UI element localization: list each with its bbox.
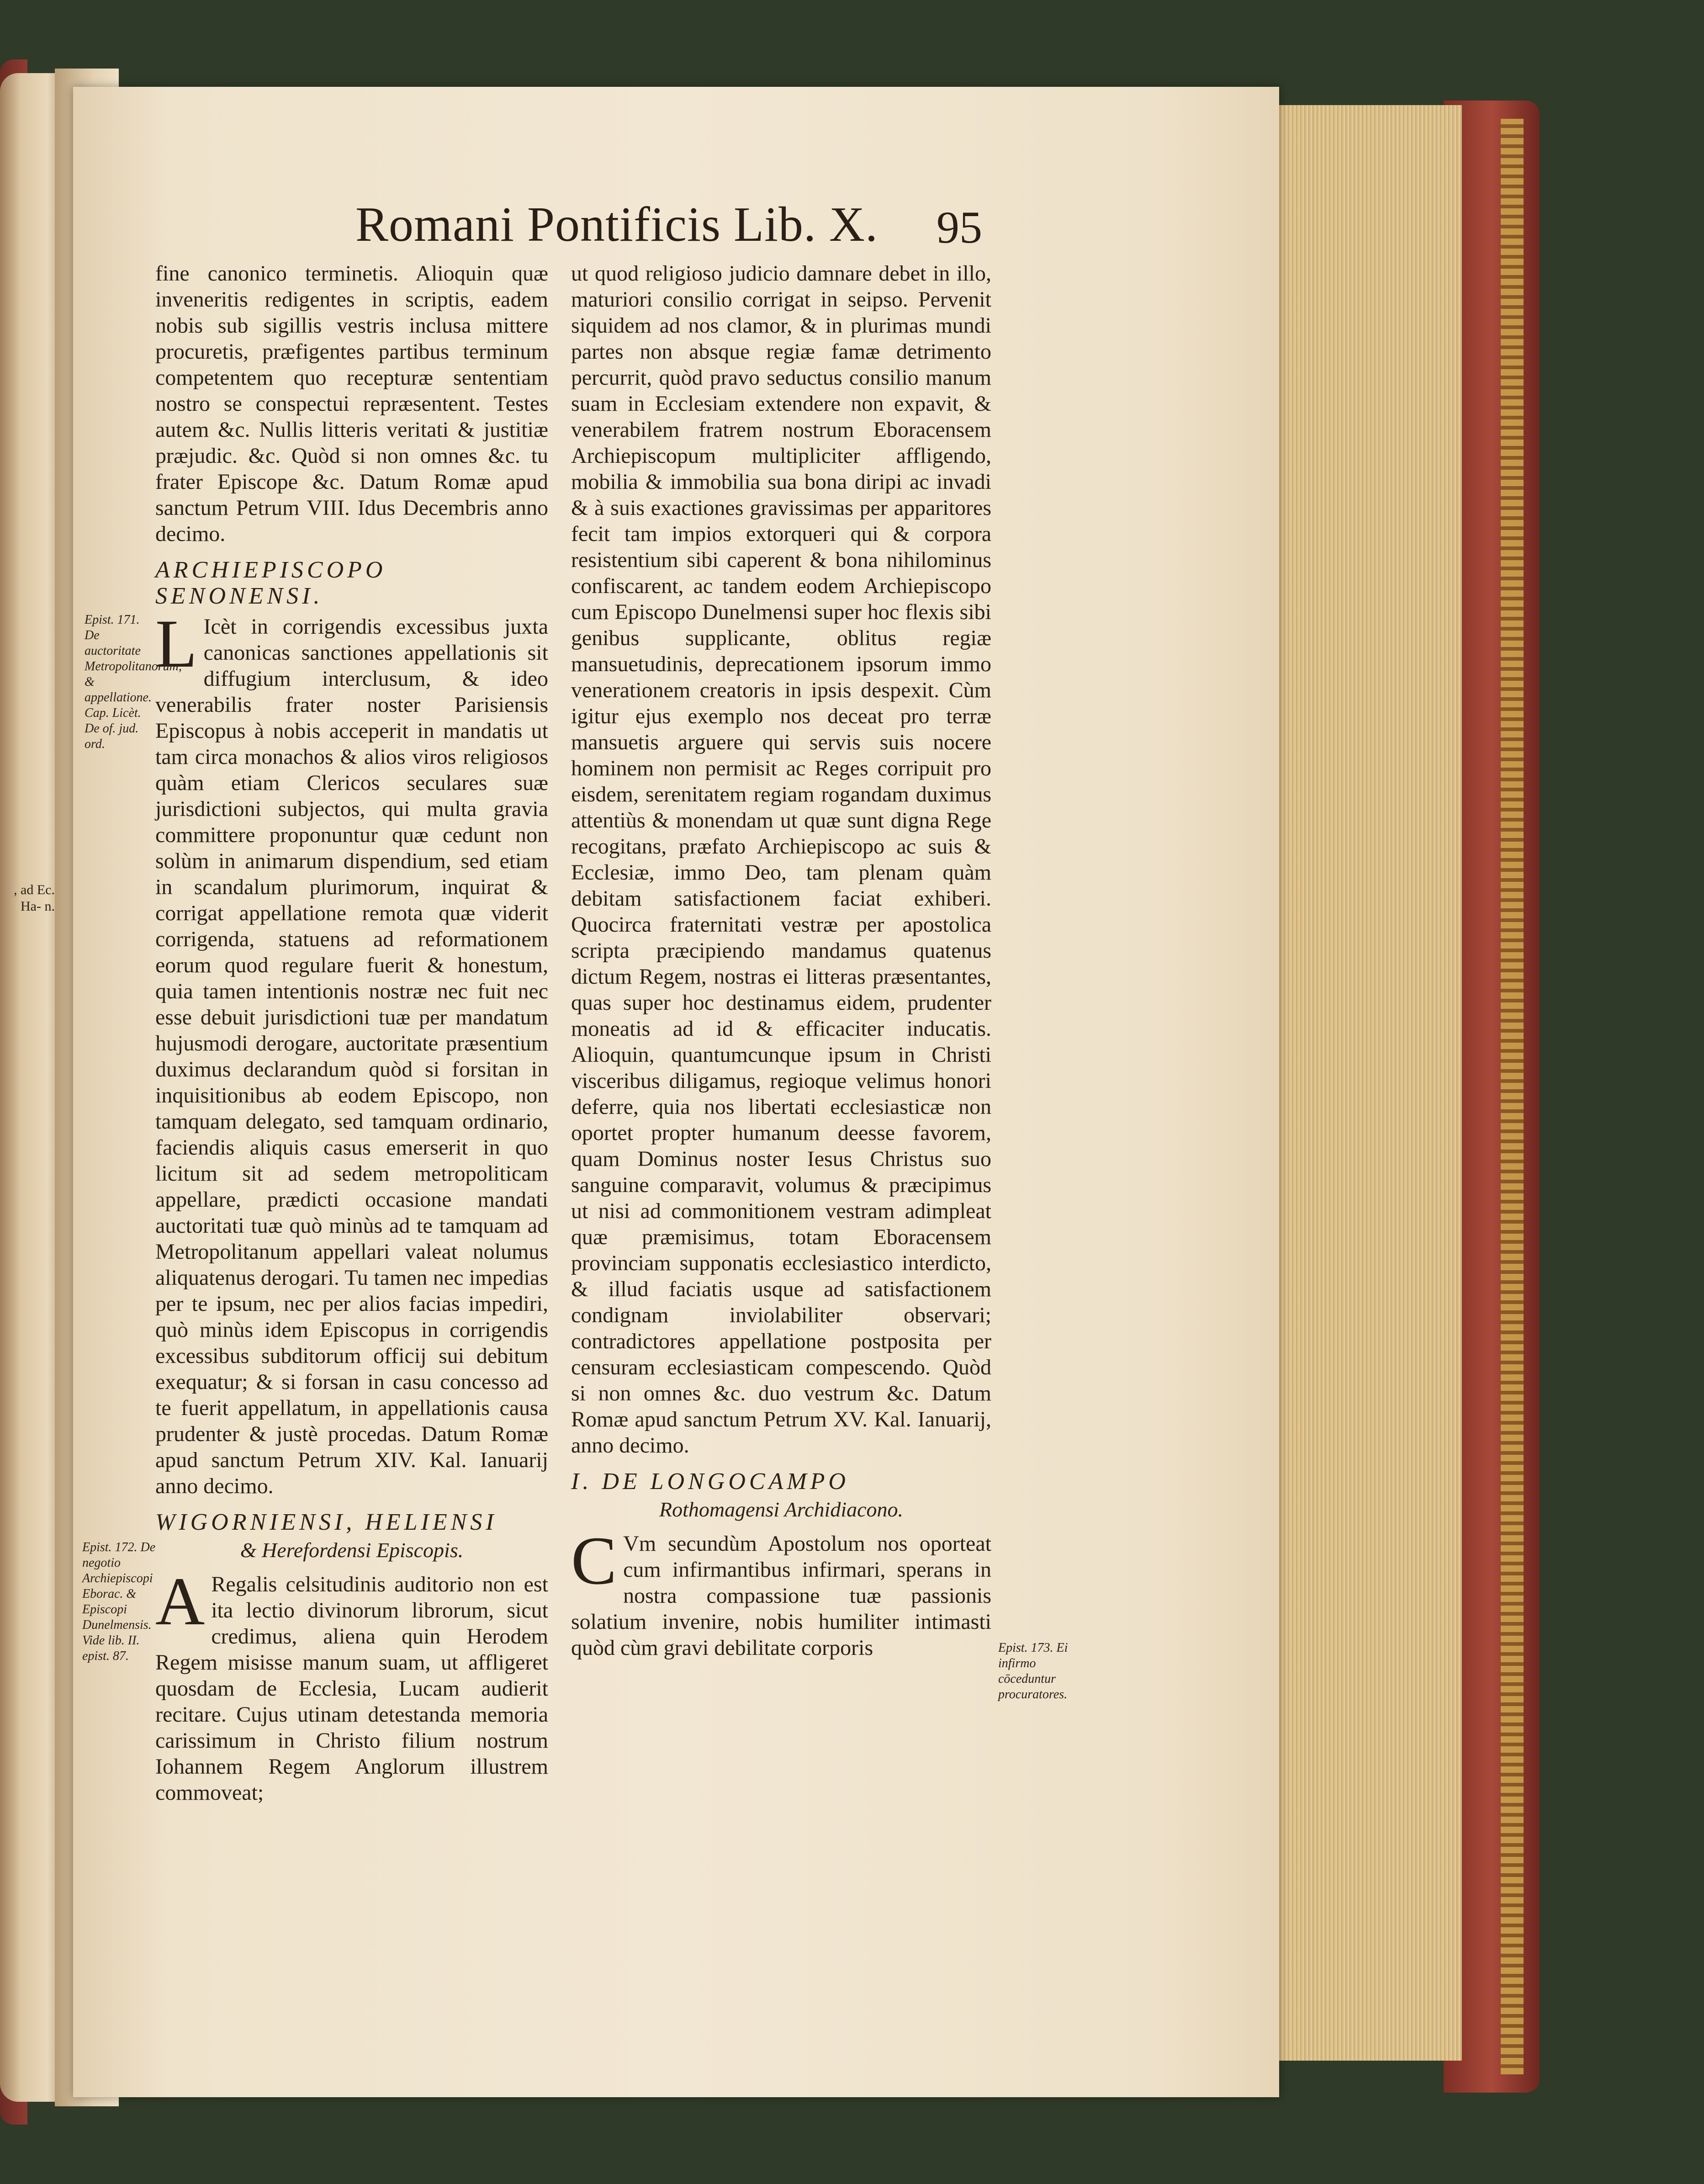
letter-heading: ARCHIEPISCOPO SENONENSI. xyxy=(155,557,386,609)
drop-cap: C xyxy=(571,1523,617,1599)
paragraph-text: Regalis celsitudinis auditorio non est ita lectio divinorum librorum, sicut credimus, aliena quin Herodem Regem misisse manum suam, ut affligeret quosdam de Ecclesia, Lucam audierit recitare. Cujus utinam detestanda memoria carissimum in Christo filium nostrum Iohannem Regem Anglorum illustrem commoveat; xyxy=(155,1572,548,1805)
margin-note-epist-171: Epist. 171. De auctoritate Metropolitanorum, & appellatione. Cap. Licèt. De of. jud. ord. xyxy=(85,613,182,751)
letter-subheading: Rothomagensi Archidiacono. xyxy=(659,1498,904,1521)
paragraph: ut quod religioso judicio damnare debet in illo, maturiori consilio corrigat in seipso. Pervenit siquidem ad nos clamor, & in plurimas mundi partes non absque regiæ famæ detrimento percurrit, quòd pravo seductus consilio manum suam in Ecclesiam extendere non expavit, & venerabilem fratrem nostrum Eboracensem Archiepiscopum multipliciter affligendo, mobilia & immobilia sua bona diripi ac invadi & à suis exactiones gravissimas per apparitores fecit tam impios extorqueri qui & corpora resistentium sibi caperent & bona nihilominus confiscarent, ac tandem eodem Archiepiscopo cum Episcopo Dunelmensi super hoc flexis sibi genibus supplicante, oblitus regiæ mansuetudinis, deprecationem ipsorum immo venerationem creatoris in ipsis despexit. Cùm igitur ejus exemplo nos deceat pro terræ mansuetis arguere qui servis suis nocere hominem non permisit ac Reges corripuit pro eisdem, serenitatem regiam rogandam duximus attentiùs & monendam ut quæ sunt digna Rege recogitans, præfato Archiepiscopo ac suis & Ecclesiæ, immo Deo, tam plenam quàm debitam satisfactionem faciat exhiberi. Quocirca fraternitati vestræ per apostolica scripta præcipiendo mandamus quatenus dictum Regem, nostras ei litteras præsentantes, quas super hoc destinamus eidem, prudenter moneatis ad id & efficaciter inducatis. Alioquin, quantumcunque ipsum in Christi visceribus diligamus, regioque velimus honori deferre, quia nos libertati ecclesiasticæ non oportet propter humanum deesse favorem, quam Dominus noster Iesus Christus suo sanguine comparavit, volumus & præcipimus ut nisi ad commonitionem vestram adimpleat quæ præmisimus, totam Eboracensem provinciam supponatis ecclesiastico interdicto, & illud faciatis usque ad satisfactionem condignam inviolabiliter observari; contradictores appellatione postposita per censuram ecclesiasticam compescendo. Quòd si non omnes &c. duo vestrum &c. Datum Romæ apud sanctum Petrum XV. Kal. Ianuarij, anno decimo. xyxy=(571,261,991,1458)
page-edges xyxy=(1261,105,1462,2061)
margin-note-epist-172: Epist. 172. De negotio Archiepiscopi Eborac. & Episcopi Dunelmensis. Vide lib. II. epist. 87. xyxy=(82,1540,156,1663)
paragraph: fine canonico terminetis. Alioquin quæ inveneritis redigentes in scriptis, eadem nobis sub sigillis vestris inclusa mittere procuretis, præfigentes partibus terminum competentem quo recepturæ sententiam nostro se conspectui repræsentent. Testes autem &c. Nullis litteris veritati & justitiæ præjudic. &c. Quòd si non omnes &c. tu frater Episcope &c. Datum Romæ apud sanctum Petrum VIII. Idus Decembris anno decimo. xyxy=(155,261,548,546)
previous-page-edge xyxy=(0,73,59,2102)
paragraph-text: Icèt in corrigendis excessibus juxta canonicas sanctiones appellationis sit diffugium interclusum, & ideo venerabilis frater noster Parisiensis Episcopus à nobis acceperit in mandatis ut tam circa monachos & alios viros religiosos quàm etiam Clericos seculares suæ jurisdictioni subjectos, qui multa gravia committere proponuntur quæ cedunt non solùm in animarum dispendium, sed etiam in scandalum plurimorum, inquirat & corrigat appellatione remota quæ viderit corrigenda, statuens ad reformationem eorum quod regulare fuerit & honestum, quia tamen intentionis nostræ nec fuit nec esse debuit jurisdictioni tuæ per mandatum hujusmodi derogare, auctoritate præsentium duximus declarandum quòd si forsitan in inquisitionibus ab eodem Episcopo, non tamquam delegato, sed tamquam ordinario, faciendis aliquis casus emerserit in quo licitum sit ad sedem metropoliticam appellare, prædicti occasione mandati auctoritati tuæ quò minùs ad te tamquam ad Metropolitanum appellari valeat nolumus aliquatenus derogari. Tu tamen nec impedias per te ipsum, nec per alios facias impediri, quò minùs idem Episcopus in corrigendis excessibus subditorum officij sui debitum exequatur; & si forsan in casu concesso ad te fuerit appellatum, in appellationis causa prudenter & justè procedas. Datum Romæ apud sanctum Petrum XIV. Kal. Ianuarij anno decimo. xyxy=(155,615,548,1498)
paragraph xyxy=(571,1523,991,1661)
margin-note-epist-173: Epist. 173. Ei infirmo cōceduntur procuratores. xyxy=(998,1641,1068,1702)
letter-heading: WIGORNIENSI, HELIENSI xyxy=(155,1509,497,1535)
letter-subheading: & Herefordensi Episcopis. xyxy=(240,1538,464,1562)
right-column xyxy=(571,260,991,1661)
paragraph-text: Vm secundùm Apostolum nos oporteat cum infirmantibus infirmari, sperans in nostra compassione tuæ passionis solatium invenire, nobis humiliter intimasti quòd cùm gravi debilitate corporis xyxy=(571,1532,991,1660)
left-column xyxy=(155,260,548,1806)
cover-gilt-border xyxy=(1501,119,1524,2074)
previous-page-fragment: , ad Ec. Ha- n. xyxy=(14,882,55,914)
drop-cap: A xyxy=(155,1564,205,1639)
page-number: 95 xyxy=(937,202,982,253)
running-title: Romani Pontificis Lib. X. xyxy=(355,197,878,252)
drop-cap: L xyxy=(155,606,197,682)
letter-heading: I. DE LONGOCAMPO xyxy=(571,1468,849,1495)
paragraph xyxy=(155,1564,548,1806)
paragraph xyxy=(155,606,548,1499)
